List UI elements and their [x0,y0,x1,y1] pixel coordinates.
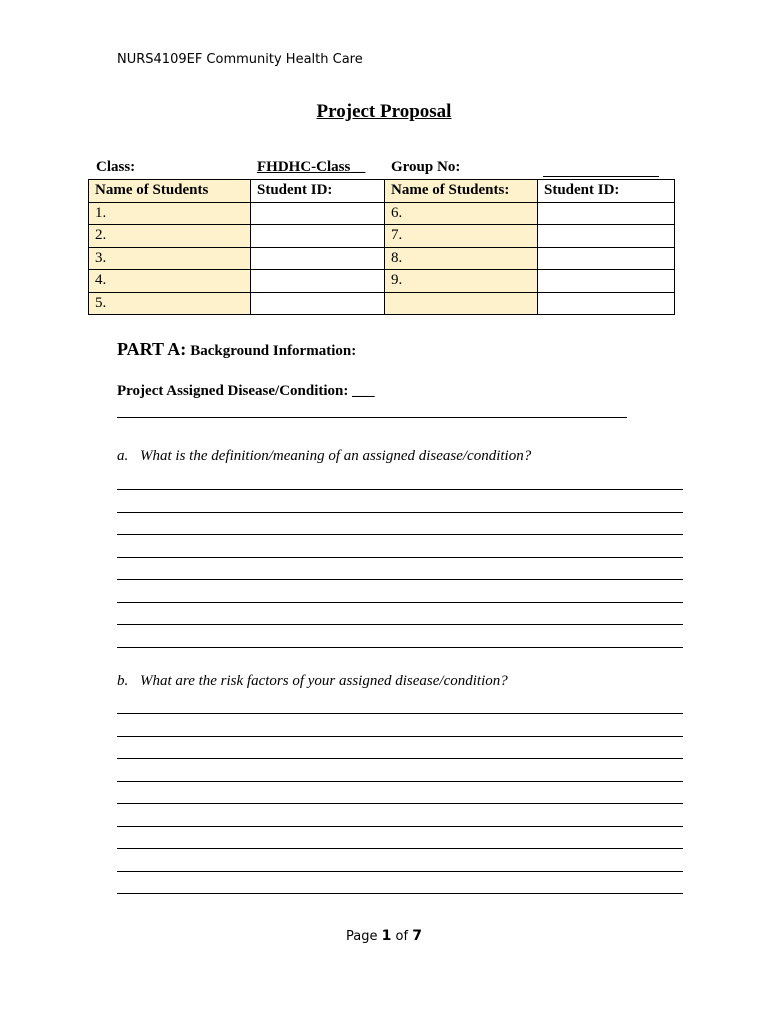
header-id-left: Student ID: [251,180,385,203]
answer-line[interactable] [117,579,683,580]
answer-line[interactable] [117,647,683,648]
student-id-cell[interactable] [538,225,675,248]
answer-line[interactable] [117,736,683,737]
student-name-cell[interactable]: 5. [89,292,251,315]
group-label: Group No: [391,159,461,175]
of-word: of [395,929,409,944]
table-row [89,247,675,270]
student-id-cell[interactable] [538,270,675,293]
header-name-right: Name of Students: [385,180,538,203]
answer-line[interactable] [117,713,683,714]
student-name-cell[interactable] [385,292,538,315]
student-id-cell[interactable] [538,202,675,225]
student-id-cell[interactable] [538,292,675,315]
student-name-cell[interactable]: 2. [89,225,251,248]
answer-line[interactable] [117,781,683,782]
answer-line[interactable] [117,624,683,625]
page-total: 7 [412,928,422,944]
class-value[interactable] [257,159,365,176]
course-header: NURS4109EF Community Health Care [117,52,363,67]
table-header-row [89,180,675,203]
student-name-cell[interactable]: 6. [385,202,538,225]
answer-line[interactable] [117,489,683,490]
part-a-heading [117,339,356,360]
student-id-cell[interactable] [251,247,385,270]
assigned-disease-label: Project Assigned Disease/Condition: ___ [117,383,375,399]
answer-line[interactable] [117,534,683,535]
answer-line[interactable] [117,826,683,827]
question-letter: b. [117,673,129,689]
class-value-text: FHDHC-Class [257,159,351,175]
student-id-cell[interactable] [251,202,385,225]
header-name-left: Name of Students [89,180,251,203]
answer-line[interactable] [117,893,683,894]
question-text: What are the risk factors of your assigned disease/condition? [140,673,508,689]
class-value-blank: __ [350,159,366,175]
student-id-cell[interactable] [251,292,385,315]
page-footer [0,928,768,944]
table-row [89,202,675,225]
answer-line[interactable] [117,803,683,804]
part-a-label: PART A: [117,339,187,359]
student-id-cell[interactable] [538,247,675,270]
page-current: 1 [381,928,392,944]
assigned-disease-line[interactable] [117,417,627,418]
student-id-cell[interactable] [251,225,385,248]
group-number-field[interactable] [543,159,659,177]
answer-line[interactable] [117,848,683,849]
student-name-cell[interactable]: 3. [89,247,251,270]
student-name-cell[interactable]: 9. [385,270,538,293]
student-name-cell[interactable]: 1. [89,202,251,225]
table-row [89,225,675,248]
student-name-cell[interactable]: 8. [385,247,538,270]
header-id-right: Student ID: [538,180,675,203]
table-row [89,270,675,293]
question-letter: a. [117,448,129,464]
page-word: Page [346,929,378,944]
question-a [117,448,531,465]
class-label: Class: [96,159,136,175]
answer-line[interactable] [117,758,683,759]
student-id-cell[interactable] [251,270,385,293]
answer-line[interactable] [117,602,683,603]
student-name-cell[interactable]: 4. [89,270,251,293]
students-table [88,179,675,315]
answer-line[interactable] [117,871,683,872]
document-title: Project Proposal [316,101,452,122]
question-b [117,673,508,690]
answer-line[interactable] [117,557,683,558]
question-text: What is the definition/meaning of an assigned disease/condition? [140,448,532,464]
part-a-title: Background Information: [190,343,357,359]
answer-line[interactable] [117,512,683,513]
student-name-cell[interactable]: 7. [385,225,538,248]
table-row [89,292,675,315]
